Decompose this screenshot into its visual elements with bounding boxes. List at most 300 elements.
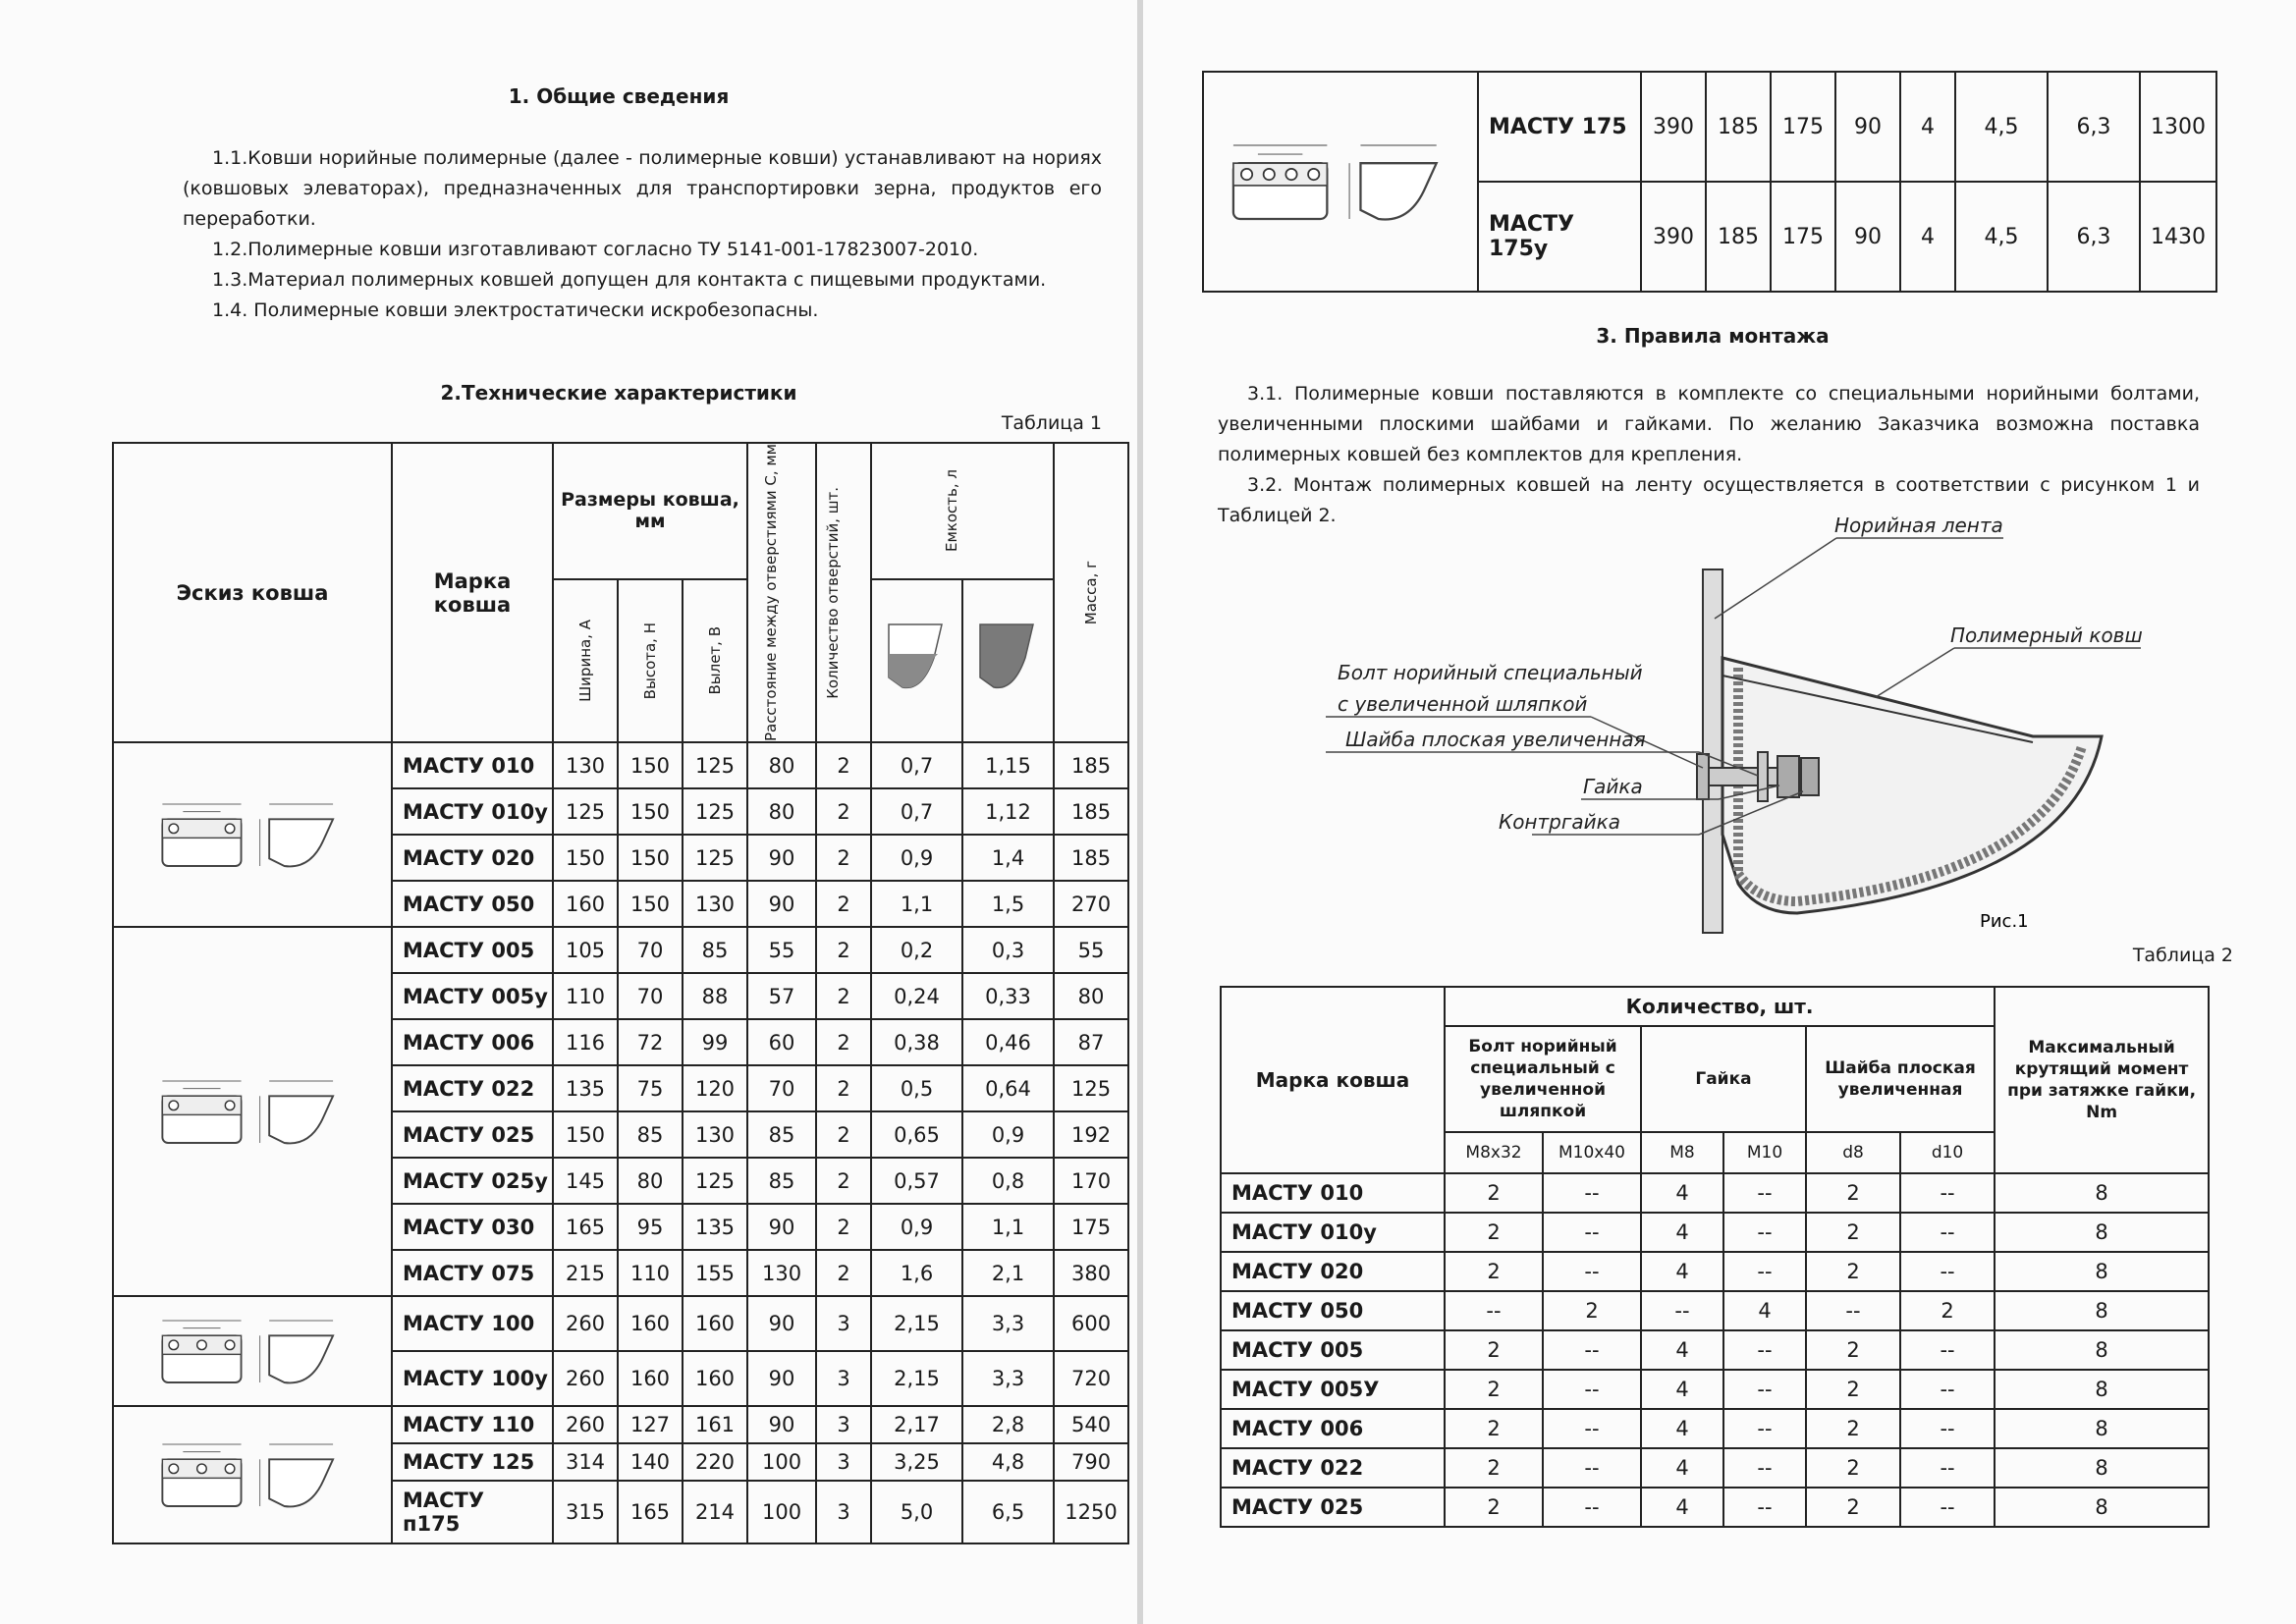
value-cell-c: 90 xyxy=(747,1204,816,1250)
value-cell-cap2: 0,46 xyxy=(962,1019,1054,1065)
torque-cell: 8 xyxy=(1995,1370,2209,1409)
torque-cell: 8 xyxy=(1995,1252,2209,1291)
value-cell-a: 314 xyxy=(553,1443,618,1481)
value-cell-a: 260 xyxy=(553,1406,618,1443)
t2-sub-header: М10 xyxy=(1723,1132,1806,1173)
quantity-cell: 4 xyxy=(1641,1213,1723,1252)
value-cell-c: 80 xyxy=(747,788,816,835)
brand-cell: МАСТУ 025 xyxy=(1221,1488,1445,1527)
value-cell-cap1: 3,25 xyxy=(871,1443,962,1481)
value-cell-h: 150 xyxy=(618,742,683,788)
quantity-cell: -- xyxy=(1900,1252,1995,1291)
table-row xyxy=(1221,1252,2209,1291)
quantity-cell: -- xyxy=(1900,1409,1995,1448)
mounting-figure xyxy=(1326,511,2170,943)
quantity-cell: 4 xyxy=(1641,1488,1723,1527)
quantity-cell: -- xyxy=(1543,1409,1641,1448)
value-cell-a: 390 xyxy=(1641,72,1706,182)
quantity-cell: 2 xyxy=(1445,1370,1543,1409)
torque-cell: 8 xyxy=(1995,1448,2209,1488)
value-cell-mass: 540 xyxy=(1054,1406,1128,1443)
section3-title: 3. Правила монтажа xyxy=(1596,324,1830,348)
value-cell-b: 214 xyxy=(683,1481,747,1543)
sketch-cell xyxy=(1203,72,1478,292)
t2-sub-header: М8 xyxy=(1641,1132,1723,1173)
quantity-cell: -- xyxy=(1723,1213,1806,1252)
value-cell-a: 315 xyxy=(553,1481,618,1543)
paragraph-3-1: 3.1. Полимерные ковши поставляются в комплекте со специальными норийными болтами, увеличенными плоскими шайбами и гайками. По желанию Заказчика возможна поставка полимерных ковшей без комплектов для крепления. xyxy=(1218,383,2200,465)
quantity-cell: 4 xyxy=(1641,1173,1723,1213)
value-cell-cap2: 3,3 xyxy=(962,1296,1054,1351)
value-cell-h: 127 xyxy=(618,1406,683,1443)
quantity-cell: 2 xyxy=(1806,1448,1900,1488)
value-cell-cap2: 1,12 xyxy=(962,788,1054,835)
quantity-cell: 4 xyxy=(1641,1448,1723,1488)
brand-cell: МАСТУ 022 xyxy=(392,1065,553,1111)
value-cell-n: 3 xyxy=(816,1443,871,1481)
label-nut: Гайка xyxy=(1583,775,1643,798)
value-cell-c: 90 xyxy=(747,1351,816,1406)
brand-cell: МАСТУ 022 xyxy=(1221,1448,1445,1488)
value-cell-b: 130 xyxy=(683,1111,747,1158)
t2-header-brand: Марка ковша xyxy=(1221,987,1445,1173)
table-row xyxy=(113,927,1128,973)
section3-text xyxy=(1218,379,2200,531)
value-cell-b: 125 xyxy=(683,835,747,881)
value-cell-c: 57 xyxy=(747,973,816,1019)
label-locknut: Контргайка xyxy=(1499,810,1620,834)
sketch-cell xyxy=(113,742,392,927)
value-cell-h: 165 xyxy=(618,1481,683,1543)
value-cell-mass: 185 xyxy=(1054,742,1128,788)
brand-cell: МАСТУ 025у xyxy=(392,1158,553,1204)
quantity-cell: 2 xyxy=(1806,1173,1900,1213)
quantity-cell: -- xyxy=(1806,1291,1900,1330)
left-page xyxy=(0,0,1137,1624)
sketch-cell xyxy=(113,1406,392,1543)
quantity-cell: -- xyxy=(1723,1370,1806,1409)
value-cell-h: 75 xyxy=(618,1065,683,1111)
quantity-cell: 2 xyxy=(1445,1173,1543,1213)
value-cell-c: 55 xyxy=(747,927,816,973)
quantity-cell: -- xyxy=(1641,1291,1723,1330)
bucket-sketch-icon xyxy=(149,1424,355,1527)
sketch-cell xyxy=(113,1296,392,1406)
brand-cell: МАСТУ 175у xyxy=(1478,182,1641,292)
value-cell-cap1: 1,6 xyxy=(871,1250,962,1296)
header-brand: Марка ковша xyxy=(392,443,553,742)
bolt-icon xyxy=(1697,754,1709,799)
value-cell-n: 2 xyxy=(816,881,871,927)
paragraph-1-3: 1.3.Материал полимерных ковшей допущен для контакта с пищевыми продуктами. xyxy=(212,269,1047,291)
quantity-cell: 2 xyxy=(1543,1291,1641,1330)
header-width: Ширина, А xyxy=(553,579,618,742)
brand-cell: МАСТУ 050 xyxy=(392,881,553,927)
value-cell-mass: 1430 xyxy=(2140,182,2216,292)
value-cell-n: 2 xyxy=(816,1065,871,1111)
header-holes: Количество отверстий, шт. xyxy=(816,443,871,742)
brand-cell: МАСТУ 075 xyxy=(392,1250,553,1296)
value-cell-cap1: 2,15 xyxy=(871,1351,962,1406)
brand-cell: МАСТУ 020 xyxy=(392,835,553,881)
value-cell-c: 90 xyxy=(1835,182,1900,292)
value-cell-h: 85 xyxy=(618,1111,683,1158)
quantity-cell: 2 xyxy=(1806,1330,1900,1370)
value-cell-b: 85 xyxy=(683,927,747,973)
torque-cell: 8 xyxy=(1995,1173,2209,1213)
label-washer: Шайба плоская увеличенная xyxy=(1345,728,1646,751)
value-cell-c: 90 xyxy=(1835,72,1900,182)
quantity-cell: 2 xyxy=(1445,1252,1543,1291)
value-cell-n: 4 xyxy=(1900,72,1955,182)
quantity-cell: -- xyxy=(1543,1173,1641,1213)
value-cell-h: 185 xyxy=(1706,182,1771,292)
quantity-cell: 2 xyxy=(1445,1213,1543,1252)
value-cell-mass: 790 xyxy=(1054,1443,1128,1481)
table-row xyxy=(1221,1370,2209,1409)
quantity-cell: 4 xyxy=(1723,1291,1806,1330)
value-cell-mass: 1300 xyxy=(2140,72,2216,182)
value-cell-cap1: 0,57 xyxy=(871,1158,962,1204)
value-cell-b: 160 xyxy=(683,1296,747,1351)
bucket-sketch-icon xyxy=(149,1060,355,1164)
value-cell-cap2: 1,15 xyxy=(962,742,1054,788)
torque-cell: 8 xyxy=(1995,1488,2209,1527)
brand-cell: МАСТУ 100 xyxy=(392,1296,553,1351)
value-cell-mass: 170 xyxy=(1054,1158,1128,1204)
quantity-cell: -- xyxy=(1900,1488,1995,1527)
brand-cell: МАСТУ 006 xyxy=(392,1019,553,1065)
quantity-cell: 2 xyxy=(1806,1370,1900,1409)
section1-title: 1. Общие сведения xyxy=(508,84,730,108)
value-cell-cap1: 0,9 xyxy=(871,835,962,881)
value-cell-n: 3 xyxy=(816,1351,871,1406)
t2-header-torque: Максимальный крутящий момент при затяжке гайки, Nm xyxy=(1995,987,2209,1173)
value-cell-cap2: 3,3 xyxy=(962,1351,1054,1406)
quantity-cell: -- xyxy=(1723,1173,1806,1213)
header-height: Высота, Н xyxy=(618,579,683,742)
value-cell-mass: 192 xyxy=(1054,1111,1128,1158)
brand-cell: МАСТУ 030 xyxy=(392,1204,553,1250)
value-cell-n: 3 xyxy=(816,1296,871,1351)
value-cell-b: 160 xyxy=(683,1351,747,1406)
torque-cell: 8 xyxy=(1995,1330,2209,1370)
value-cell-b: 220 xyxy=(683,1443,747,1481)
value-cell-mass: 80 xyxy=(1054,973,1128,1019)
header-distance: Расстояние между отверстиями С, мм xyxy=(747,443,816,742)
brand-cell: МАСТУ 125 xyxy=(392,1443,553,1481)
bucket-sketch-icon xyxy=(149,1300,355,1403)
value-cell-n: 2 xyxy=(816,1111,871,1158)
value-cell-mass: 720 xyxy=(1054,1351,1128,1406)
torque-cell: 8 xyxy=(1995,1291,2209,1330)
quantity-cell: 2 xyxy=(1445,1409,1543,1448)
value-cell-mass: 380 xyxy=(1054,1250,1128,1296)
value-cell-a: 215 xyxy=(553,1250,618,1296)
table-row xyxy=(1221,1291,2209,1330)
brand-cell: МАСТУ 010 xyxy=(392,742,553,788)
value-cell-cap1: 0,7 xyxy=(871,788,962,835)
value-cell-cap2: 0,3 xyxy=(962,927,1054,973)
value-cell-n: 2 xyxy=(816,1158,871,1204)
brand-cell: МАСТУ 020 xyxy=(1221,1252,1445,1291)
paragraph-1-2: 1.2.Полимерные ковши изготавливают согласно ТУ 5141-001-17823007-2010. xyxy=(212,239,979,260)
value-cell-h: 95 xyxy=(618,1204,683,1250)
value-cell-mass: 270 xyxy=(1054,881,1128,927)
value-cell-b: 125 xyxy=(683,742,747,788)
quantity-cell: -- xyxy=(1900,1370,1995,1409)
value-cell-n: 2 xyxy=(816,927,871,973)
brand-cell: МАСТУ п175 xyxy=(392,1481,553,1543)
quantity-cell: -- xyxy=(1543,1252,1641,1291)
quantity-cell: -- xyxy=(1543,1448,1641,1488)
quantity-cell: -- xyxy=(1445,1291,1543,1330)
washer-icon xyxy=(1758,752,1768,801)
value-cell-b: 125 xyxy=(683,788,747,835)
value-cell-cap1: 4,5 xyxy=(1955,182,2048,292)
table-1-continued xyxy=(1202,71,2217,293)
table2-caption: Таблица 2 xyxy=(2132,945,2233,966)
value-cell-b: 161 xyxy=(683,1406,747,1443)
value-cell-c: 100 xyxy=(747,1443,816,1481)
value-cell-mass: 1250 xyxy=(1054,1481,1128,1543)
quantity-cell: 2 xyxy=(1445,1330,1543,1370)
t2-header-nut: Гайка xyxy=(1641,1026,1806,1132)
quantity-cell: 2 xyxy=(1806,1213,1900,1252)
header-reach: Вылет, В xyxy=(683,579,747,742)
value-cell-a: 116 xyxy=(553,1019,618,1065)
quantity-cell: 4 xyxy=(1641,1252,1723,1291)
value-cell-cap2: 2,8 xyxy=(962,1406,1054,1443)
value-cell-c: 60 xyxy=(747,1019,816,1065)
table-row xyxy=(113,1296,1128,1351)
value-cell-n: 3 xyxy=(816,1406,871,1443)
quantity-cell: -- xyxy=(1723,1448,1806,1488)
quantity-cell: -- xyxy=(1723,1330,1806,1370)
value-cell-cap2: 4,8 xyxy=(962,1443,1054,1481)
value-cell-a: 260 xyxy=(553,1351,618,1406)
value-cell-n: 3 xyxy=(816,1481,871,1543)
brand-cell: МАСТУ 010 xyxy=(1221,1173,1445,1213)
value-cell-n: 2 xyxy=(816,788,871,835)
value-cell-a: 150 xyxy=(553,1111,618,1158)
value-cell-h: 110 xyxy=(618,1250,683,1296)
value-cell-c: 90 xyxy=(747,1296,816,1351)
table-1 xyxy=(112,442,1129,1544)
value-cell-h: 185 xyxy=(1706,72,1771,182)
value-cell-cap2: 0,33 xyxy=(962,973,1054,1019)
value-cell-c: 85 xyxy=(747,1158,816,1204)
value-cell-c: 80 xyxy=(747,742,816,788)
brand-cell: МАСТУ 175 xyxy=(1478,72,1641,182)
quantity-cell: -- xyxy=(1900,1330,1995,1370)
capacity-level-icon-small xyxy=(871,579,962,742)
brand-cell: МАСТУ 025 xyxy=(392,1111,553,1158)
value-cell-n: 2 xyxy=(816,1019,871,1065)
value-cell-a: 150 xyxy=(553,835,618,881)
sketch-cell xyxy=(113,927,392,1296)
value-cell-h: 140 xyxy=(618,1443,683,1481)
belt-icon xyxy=(1703,569,1722,933)
value-cell-a: 105 xyxy=(553,927,618,973)
t2-sub-header: d8 xyxy=(1806,1132,1900,1173)
quantity-cell: 2 xyxy=(1445,1488,1543,1527)
quantity-cell: -- xyxy=(1723,1409,1806,1448)
value-cell-b: 120 xyxy=(683,1065,747,1111)
value-cell-c: 100 xyxy=(747,1481,816,1543)
value-cell-b: 175 xyxy=(1771,182,1835,292)
value-cell-cap2: 1,1 xyxy=(962,1204,1054,1250)
value-cell-mass: 175 xyxy=(1054,1204,1128,1250)
value-cell-c: 90 xyxy=(747,1406,816,1443)
value-cell-cap1: 5,0 xyxy=(871,1481,962,1543)
table-row xyxy=(1221,1488,2209,1527)
value-cell-b: 88 xyxy=(683,973,747,1019)
brand-cell: МАСТУ 100у xyxy=(392,1351,553,1406)
label-belt: Норийная лента xyxy=(1834,514,2003,537)
value-cell-b: 125 xyxy=(683,1158,747,1204)
value-cell-h: 150 xyxy=(618,788,683,835)
figure-caption: Рис.1 xyxy=(1980,911,2029,932)
value-cell-a: 145 xyxy=(553,1158,618,1204)
capacity-full-icon xyxy=(962,579,1054,742)
brand-cell: МАСТУ 005 xyxy=(1221,1330,1445,1370)
value-cell-a: 165 xyxy=(553,1204,618,1250)
table-row xyxy=(113,1406,1128,1443)
label-bolt-1: Болт норийный специальный xyxy=(1338,661,1643,684)
locknut-icon xyxy=(1801,758,1819,795)
value-cell-h: 80 xyxy=(618,1158,683,1204)
quantity-cell: -- xyxy=(1543,1330,1641,1370)
value-cell-b: 99 xyxy=(683,1019,747,1065)
value-cell-mass: 87 xyxy=(1054,1019,1128,1065)
value-cell-n: 2 xyxy=(816,835,871,881)
brand-cell: МАСТУ 005 xyxy=(392,927,553,973)
bucket-sketch-icon xyxy=(149,784,355,887)
quantity-cell: 2 xyxy=(1806,1409,1900,1448)
brand-cell: МАСТУ 010у xyxy=(392,788,553,835)
value-cell-a: 135 xyxy=(553,1065,618,1111)
bucket-sketch-icon xyxy=(1218,121,1463,244)
value-cell-c: 70 xyxy=(747,1065,816,1111)
value-cell-cap1: 2,17 xyxy=(871,1406,962,1443)
value-cell-cap2: 6,3 xyxy=(2048,72,2140,182)
table-row xyxy=(1221,1330,2209,1370)
value-cell-cap1: 0,2 xyxy=(871,927,962,973)
value-cell-h: 70 xyxy=(618,927,683,973)
torque-cell: 8 xyxy=(1995,1213,2209,1252)
quantity-cell: 4 xyxy=(1641,1409,1723,1448)
value-cell-cap1: 0,9 xyxy=(871,1204,962,1250)
value-cell-n: 4 xyxy=(1900,182,1955,292)
value-cell-h: 150 xyxy=(618,835,683,881)
table-row xyxy=(1221,1448,2209,1488)
header-dimensions: Размеры ковша, мм xyxy=(553,443,747,579)
paragraph-3-2: 3.2. Монтаж полимерных ковшей на ленту осуществляется в соответствии с рисунком 1 и Таблицей 2. xyxy=(1218,474,2200,526)
brand-cell: МАСТУ 005У xyxy=(1221,1370,1445,1409)
label-bucket: Полимерный ковш xyxy=(1950,623,2143,647)
nut-icon xyxy=(1777,756,1799,797)
value-cell-c: 90 xyxy=(747,881,816,927)
value-cell-a: 130 xyxy=(553,742,618,788)
quantity-cell: 2 xyxy=(1900,1291,1995,1330)
header-sketch: Эскиз ковша xyxy=(113,443,392,742)
value-cell-h: 160 xyxy=(618,1351,683,1406)
quantity-cell: -- xyxy=(1900,1448,1995,1488)
quantity-cell: -- xyxy=(1543,1488,1641,1527)
value-cell-c: 90 xyxy=(747,835,816,881)
value-cell-c: 85 xyxy=(747,1111,816,1158)
quantity-cell: -- xyxy=(1543,1213,1641,1252)
brand-cell: МАСТУ 050 xyxy=(1221,1291,1445,1330)
value-cell-b: 130 xyxy=(683,881,747,927)
brand-cell: МАСТУ 110 xyxy=(392,1406,553,1443)
value-cell-h: 150 xyxy=(618,881,683,927)
value-cell-n: 2 xyxy=(816,742,871,788)
t2-header-quantity: Количество, шт. xyxy=(1445,987,1995,1026)
value-cell-a: 390 xyxy=(1641,182,1706,292)
quantity-cell: 4 xyxy=(1641,1330,1723,1370)
value-cell-cap2: 0,9 xyxy=(962,1111,1054,1158)
table-row xyxy=(1203,72,2216,182)
value-cell-mass: 185 xyxy=(1054,835,1128,881)
value-cell-a: 260 xyxy=(553,1296,618,1351)
table-row xyxy=(1221,1409,2209,1448)
label-bolt-2: с увеличенной шляпкой xyxy=(1338,692,1588,716)
brand-cell: МАСТУ 006 xyxy=(1221,1409,1445,1448)
quantity-cell: 4 xyxy=(1641,1370,1723,1409)
value-cell-mass: 185 xyxy=(1054,788,1128,835)
value-cell-cap2: 0,8 xyxy=(962,1158,1054,1204)
value-cell-cap1: 0,38 xyxy=(871,1019,962,1065)
value-cell-a: 160 xyxy=(553,881,618,927)
value-cell-mass: 125 xyxy=(1054,1065,1128,1111)
value-cell-cap1: 4,5 xyxy=(1955,72,2048,182)
value-cell-b: 175 xyxy=(1771,72,1835,182)
value-cell-n: 2 xyxy=(816,973,871,1019)
value-cell-c: 130 xyxy=(747,1250,816,1296)
t2-header-washer: Шайба плоская увеличенная xyxy=(1806,1026,1995,1132)
quantity-cell: -- xyxy=(1900,1173,1995,1213)
value-cell-b: 155 xyxy=(683,1250,747,1296)
table1-caption: Таблица 1 xyxy=(1001,412,1102,434)
t2-sub-header: d10 xyxy=(1900,1132,1995,1173)
header-mass: Масса, г xyxy=(1054,443,1128,742)
quantity-cell: -- xyxy=(1543,1370,1641,1409)
value-cell-cap2: 6,5 xyxy=(962,1481,1054,1543)
value-cell-cap2: 6,3 xyxy=(2048,182,2140,292)
quantity-cell: -- xyxy=(1723,1488,1806,1527)
section2-title: 2.Технические характеристики xyxy=(440,381,797,405)
value-cell-a: 110 xyxy=(553,973,618,1019)
paragraph-1-4: 1.4. Полимерные ковши электростатически искробезопасны. xyxy=(212,299,819,321)
value-cell-h: 160 xyxy=(618,1296,683,1351)
t2-header-bolt: Болт норийный специальный с увеличенной шляпкой xyxy=(1445,1026,1641,1132)
value-cell-cap2: 2,1 xyxy=(962,1250,1054,1296)
value-cell-cap1: 0,7 xyxy=(871,742,962,788)
value-cell-n: 2 xyxy=(816,1204,871,1250)
quantity-cell: 2 xyxy=(1806,1252,1900,1291)
value-cell-cap2: 1,4 xyxy=(962,835,1054,881)
value-cell-cap1: 2,15 xyxy=(871,1296,962,1351)
quantity-cell: 2 xyxy=(1445,1448,1543,1488)
value-cell-cap1: 1,1 xyxy=(871,881,962,927)
value-cell-h: 70 xyxy=(618,973,683,1019)
value-cell-cap2: 0,64 xyxy=(962,1065,1054,1111)
quantity-cell: -- xyxy=(1723,1252,1806,1291)
table-row xyxy=(113,742,1128,788)
brand-cell: МАСТУ 005у xyxy=(392,973,553,1019)
